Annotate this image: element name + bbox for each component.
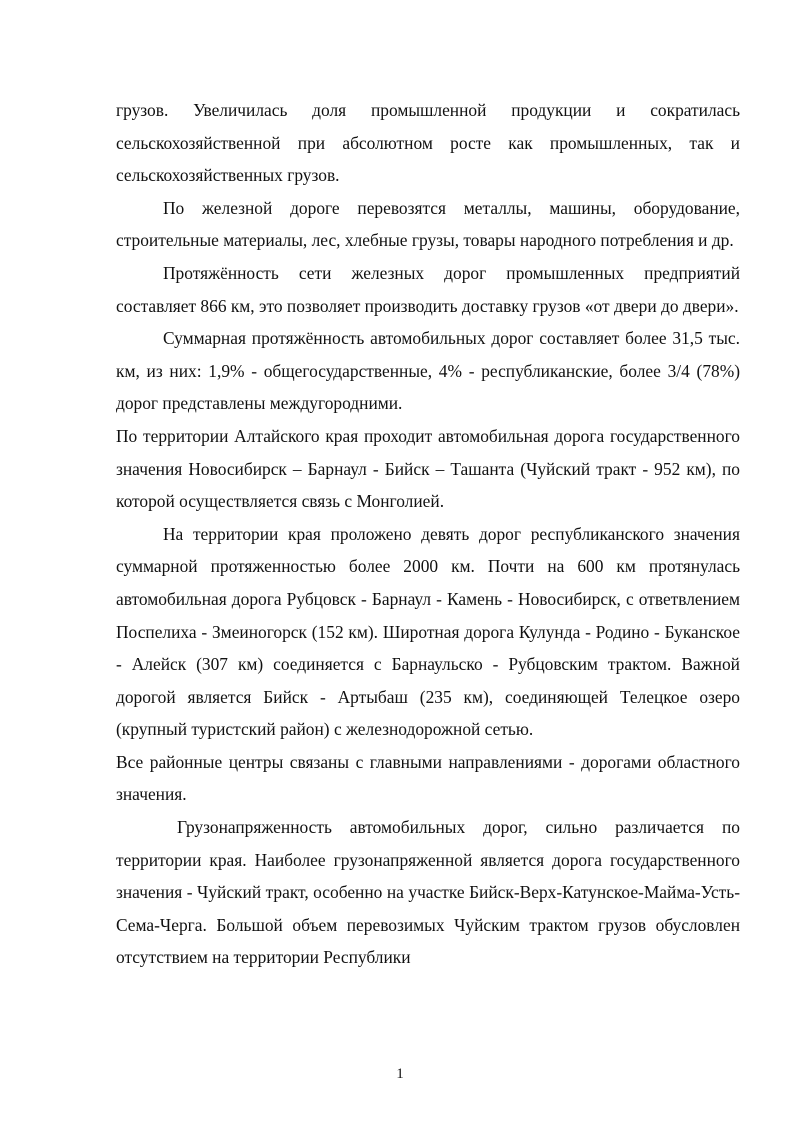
page-number: 1 bbox=[396, 1066, 404, 1082]
paragraph-cargo-intensity: Грузонапряженность автомобильных дорог, сильно различается по территории края. Наиболее грузонапряженной является дорога государственного значения - Чуйский тракт, особенно на участке Бийск-Верх-Катунское-Майма-Усть-Сема-Черга. Большой объем перевозимых Чуйским трактом грузов обусловлен отсутствием на территории Республики bbox=[116, 817, 740, 968]
paragraph-railway-cargo: По железной дороге перевозятся металлы, машины, оборудование, строительные материалы, лес, хлебные грузы, товары народного потребления и др. bbox=[116, 197, 740, 251]
paragraph-industrial-railways: Протяжённость сети железных дорог промышленных предприятий составляет 866 км, это позволяет производить доставку грузов «от двери до двери». bbox=[116, 262, 740, 316]
paragraph-district-centers: Все районные центры связаны с главными направлениями - дорогами областного значения. bbox=[116, 751, 740, 805]
paragraph-chuysky-tract: По территории Алтайского края проходит автомобильная дорога государственного значения Новосибирск – Барнаул - Бийск – Ташанта (Чуйский тракт - 952 км), по которой осуществляется связь с Монголией. bbox=[116, 425, 740, 512]
paragraph-road-length: Суммарная протяжённость автомобильных дорог составляет более 31,5 тыс. км, из них: 1,9% - общегосударственные, 4% - республиканские, более 3/4 (78%) дорог представлены междугородними. bbox=[116, 328, 740, 414]
paragraph-cargo-share: грузов. Увеличилась доля промышленной продукции и сократилась сельскохозяйственной при абсолютном росте как промышленных, так и сельскохозяйственных грузов. bbox=[116, 100, 740, 186]
paragraph-republican-roads: На территории края проложено девять дорог республиканского значения суммарной протяженностью более 2000 км. Почти на 600 км протянулась автомобильная дорога Рубцовск - Барнаул - Камень - Новосибирск, с ответвлением Поспелиха - Змеиногорск (152 км). Широтная дорога Кулунда - Родино - Буканское - Алейск (307 км) соединяется с Барнаульско - Рубцовским трактом. Важной дорогой является Бийск - Артыбаш (235 км), соединяющей Телецкое озеро (крупный туристский район) с железнодорожной сетью. bbox=[116, 523, 740, 740]
document-page bbox=[116, 94, 740, 974]
